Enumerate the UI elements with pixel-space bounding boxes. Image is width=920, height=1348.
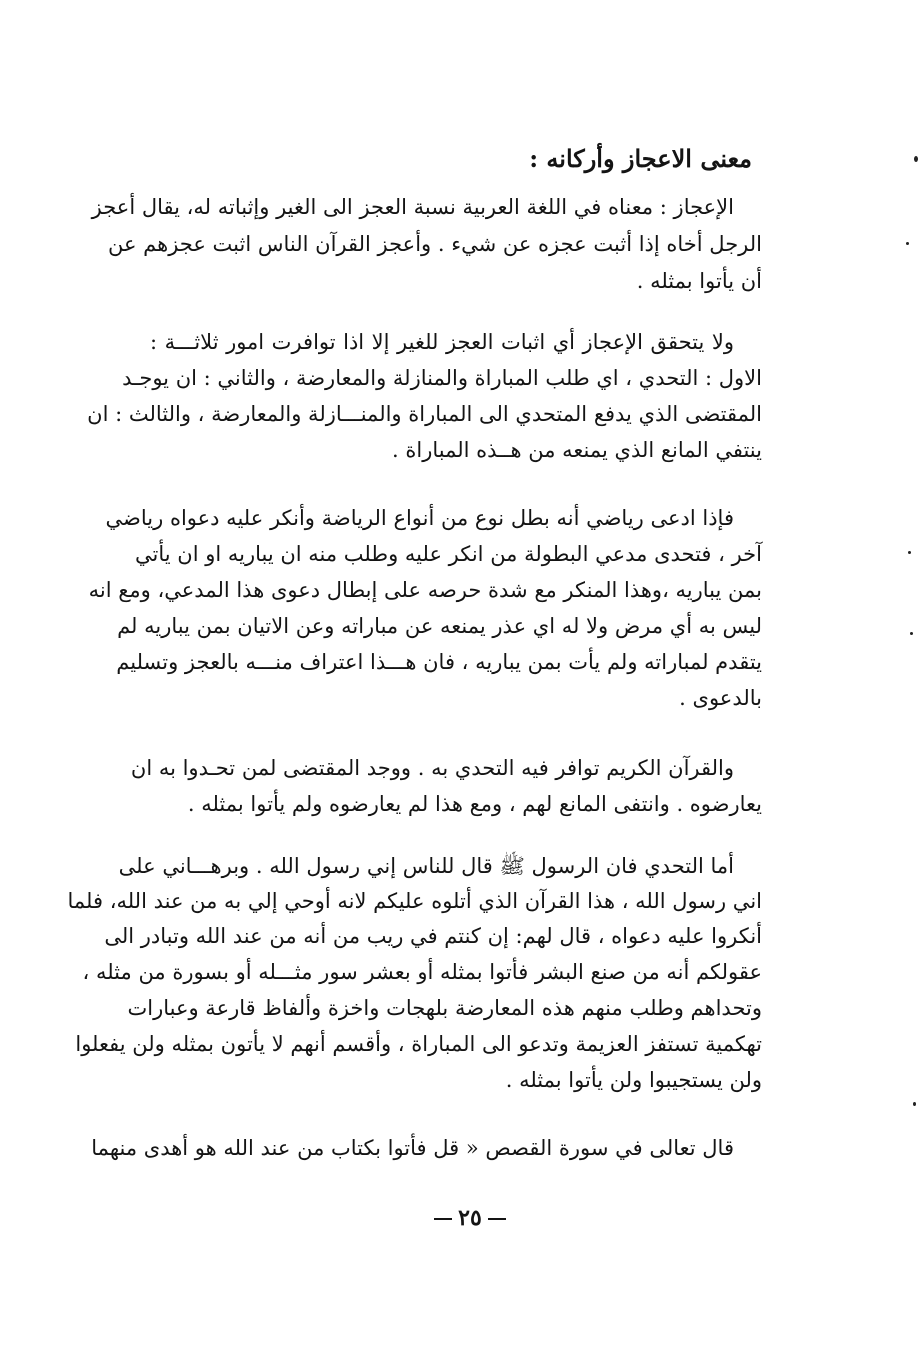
text-line: أما التحدي فان الرسول ﷺ قال للناس إني رسول الله . وبرهـــاني على bbox=[118, 854, 734, 878]
text-line: اني رسول الله ، هذا القرآن الذي أتلوه عليكم لانه أوحي إلي به من عند الله، فلما bbox=[67, 889, 762, 913]
text-line: قال تعالى في سورة القصص « قل فأتوا بكتاب من عند الله هو أهدى منهما bbox=[91, 1136, 734, 1160]
text-line: آخر ، فتحدى مدعي البطولة من انكر عليه وطلب منه ان يباريه او ان يأتي bbox=[135, 542, 762, 566]
text-line: فإذا ادعى رياضي أنه بطل نوع من أنواع الرياضة وأنكر عليه دعواه رياضي bbox=[105, 506, 734, 530]
text-line: المقتضى الذي يدفع المتحدي الى المباراة والمنـــازلة والمعارضة ، والثالث : ان bbox=[87, 402, 762, 426]
dash-mark bbox=[434, 1218, 452, 1220]
page-number bbox=[425, 1205, 515, 1235]
scan-speck bbox=[908, 551, 911, 554]
text-line: الإعجاز : معناه في اللغة العربية نسبة العجز الى الغير وإثباته له، يقال أعجز bbox=[91, 195, 734, 219]
text-line: ليس به أي مرض ولا له اي عذر يمنعه عن مباراته وعن الاتيان بمن يباريه لم bbox=[117, 614, 762, 638]
text-line: والقرآن الكريم توافر فيه التحدي به . ووجد المقتضى لمن تحـدوا به ان bbox=[130, 756, 734, 780]
text-line: الرجل أخاه إذا أثبت عجزه عن شيء . وأعجز القرآن الناس اثبت عجزهم عن bbox=[107, 232, 762, 256]
scan-speck bbox=[906, 242, 909, 245]
text-line: وتحداهم وطلب منهم هذه المعارضة بلهجات واخزة وألفاظ قارعة وعبارات bbox=[127, 996, 762, 1020]
page-number-value: ٢٥ bbox=[458, 1205, 482, 1231]
text-line: ولا يتحقق الإعجاز أي اثبات العجز للغير إلا اذا توافرت امور ثلاثـــة : bbox=[150, 330, 734, 354]
text-line: عقولكم أنه من صنع البشر فأتوا بمثله أو بعشر سور مثـــله أو بسورة من مثله ، bbox=[82, 960, 762, 984]
document-page bbox=[67, 130, 762, 1250]
text-line: يتقدم لمباراته ولم يأت بمن يباريه ، فان هـــذا اعتراف منـــه بالعجز وتسليم bbox=[116, 650, 762, 674]
scan-speck bbox=[910, 632, 913, 635]
text-line: يعارضوه . وانتفى المانع لهم ، ومع هذا لم يعارضوه ولم يأتوا بمثله . bbox=[187, 792, 762, 816]
text-line: تهكمية تستفز العزيمة وتدعو الى المباراة ، وأقسم أنهم لا يأتون بمثله ولن يفعلوا bbox=[75, 1032, 762, 1056]
text-line: بالدعوى . bbox=[679, 686, 762, 710]
scan-speck bbox=[913, 1102, 916, 1106]
text-line: بمن يباريه ،وهذا المنكر مع شدة حرصه على إبطال دعوى هذا المدعي، ومع انه bbox=[88, 578, 762, 602]
section-heading: معنى الاعجاز وأركانه : bbox=[529, 144, 752, 173]
text-line: الاول : التحدي ، اي طلب المباراة والمنازلة والمعارضة ، والثاني : ان يوجـد bbox=[122, 366, 762, 390]
text-line: ينتفي المانع الذي يمنعه من هــذه المباراة . bbox=[392, 438, 762, 462]
text-line: ولن يستجيبوا ولن يأتوا بمثله . bbox=[505, 1068, 762, 1092]
dash-mark bbox=[488, 1218, 506, 1220]
text-line: أنكروا عليه دعواه ، قال لهم: إن كنتم في ريب من أنه من عند الله وتبادر الى bbox=[104, 924, 762, 948]
scan-speck bbox=[914, 156, 918, 162]
text-line: أن يأتوا بمثله . bbox=[636, 269, 762, 293]
